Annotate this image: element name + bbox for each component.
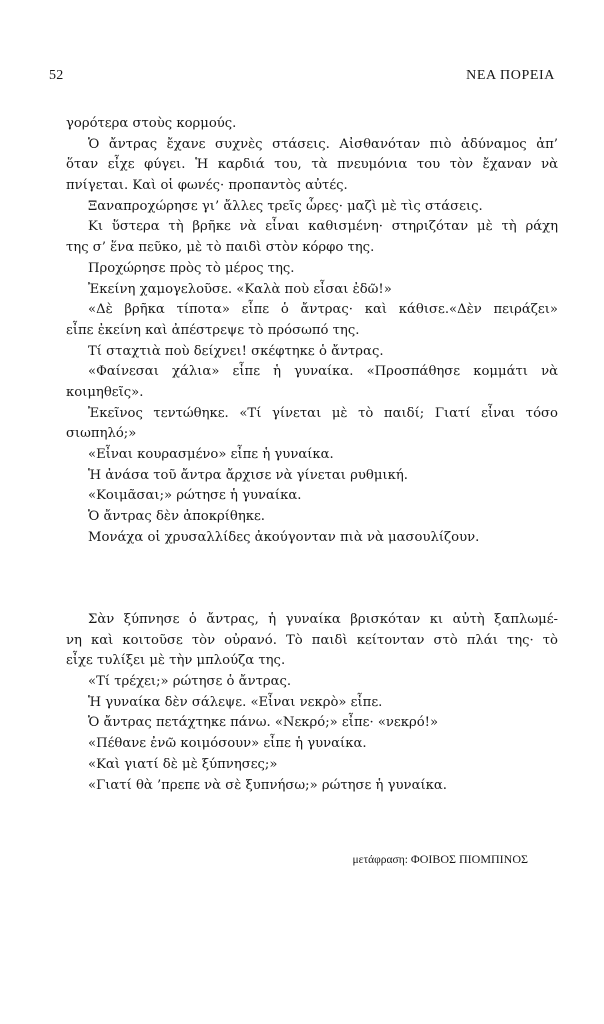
- text-line: πνίγεται. Καὶ οἱ φωνές· προπαντὸς αὐτές.: [66, 178, 348, 194]
- text-line: Ἡ γυναίκα δὲν σάλεψε. «Εἶναι νεκρὸ» εἶπε.: [88, 694, 383, 710]
- text-line: Μονάχα οἱ χρυσαλλίδες ἀκούγονταν πιὰ νὰ μασουλίζουν.: [88, 529, 480, 545]
- page-header: [49, 68, 555, 88]
- page-number: 52: [49, 68, 64, 83]
- text-line: Τί σταχτιὰ ποὺ δείχνει! σκέφτηκε ὁ ἄντρας.: [88, 343, 384, 359]
- text-line: κοιμηθεῖς».: [66, 384, 144, 400]
- text-line: Προχώρησε πρὸς τὸ μέρος της.: [88, 260, 295, 276]
- translator-label: μετάφραση:: [352, 854, 408, 866]
- text-line: της σ’ ἕνα πεῦκο, μὲ τὸ παιδὶ στὸν κόρφο της.: [66, 240, 375, 256]
- text-line: Ὁ ἄντρας δὲν ἀποκρίθηκε.: [88, 509, 265, 525]
- text-line: γορότερα στοὺς κορμούς.: [66, 116, 237, 131]
- text-line: ὅταν εἶχε φύγει. Ἡ καρδιά του, τὰ πνευμόνια του τὸν ἔχαναν νὰ: [66, 157, 558, 173]
- text-line: εἶπε ἐκείνη καὶ ἀπέστρεψε τὸ πρόσωπό της.: [66, 322, 360, 338]
- translator-credit: [352, 852, 528, 867]
- text-line: «Δὲ βρῆκα τίποτα» εἶπε ὁ ἄντρας· καὶ κάθισε.«Δὲν πειράζει»: [88, 302, 558, 318]
- text-line: Ἡ ἀνάσα τοῦ ἄντρα ἄρχισε νὰ γίνεται ρυθμική.: [88, 467, 408, 483]
- story-text-part-1: [66, 114, 558, 548]
- text-line: σιωπηλό;»: [66, 426, 137, 442]
- text-line: «Γιατί θὰ ’πρεπε νὰ σὲ ξυπνήσω;» ρώτησε ἡ γυναίκα.: [88, 777, 447, 793]
- text-line: «Φαίνεσαι χάλια» εἶπε ἡ γυναίκα. «Προσπάθησε κομμάτι νὰ: [88, 364, 558, 380]
- text-line: «Τί τρέχει;» ρώτησε ὁ ἄντρας.: [88, 674, 292, 690]
- running-title: ΝΕΑ ΠΟΡΕΙΑ: [466, 68, 555, 83]
- text-line: «Κοιμᾶσαι;» ρώτησε ἡ γυναίκα.: [88, 488, 302, 504]
- text-line: Ὁ ἄντρας ἔχανε συχνὲς στάσεις. Αἰσθανόταν πιὸ ἀδύναμος ἀπ’: [88, 136, 558, 152]
- text-line: «Εἶναι κουρασμένο» εἶπε ἡ γυναίκα.: [88, 447, 334, 462]
- text-line: Κι ὕστερα τὴ βρῆκε νὰ εἶναι καθισμένη· στηριζόταν μὲ τὴ ράχη: [88, 219, 558, 235]
- text-line: «Καὶ γιατί δὲ μὲ ξύπνησες;»: [88, 756, 278, 772]
- text-line: Ὁ ἄντρας πετάχτηκε πάνω. «Νεκρό;» εἶπε· «νεκρό!»: [88, 715, 439, 731]
- text-line: Ἐκείνη χαμογελοῦσε. «Καλὰ ποὺ εἶσαι ἐδῶ!»: [88, 281, 392, 297]
- text-line: εἶχε τυλίξει μὲ τὴν μπλούζα της.: [66, 653, 286, 669]
- text-line: Ἐκεῖνος τεντώθηκε. «Τί γίνεται μὲ τὸ παιδί; Γιατί εἶναι τόσο: [88, 405, 558, 421]
- story-text-part-2: [66, 610, 558, 796]
- text-line: νη καὶ κοιτοῦσε τὸν οὐρανό. Τὸ παιδὶ κείτονταν στὸ πλάι της· τὸ: [66, 632, 558, 648]
- translator-name: ΦΟΙΒΟΣ ΠΙΟΜΠΙΝΟΣ: [410, 852, 528, 866]
- text-line: «Πέθανε ἐνῶ κοιμόσουν» εἶπε ἡ γυναίκα.: [88, 736, 367, 752]
- text-line: Ξαναπροχώρησε γι’ ἄλλες τρεῖς ὧρες· μαζὶ μὲ τὶς στάσεις.: [88, 198, 483, 214]
- text-line: Σὰν ξύπνησε ὁ ἄντρας, ἡ γυναίκα βρισκόταν κι αὐτὴ ξαπλωμέ-: [88, 612, 558, 627]
